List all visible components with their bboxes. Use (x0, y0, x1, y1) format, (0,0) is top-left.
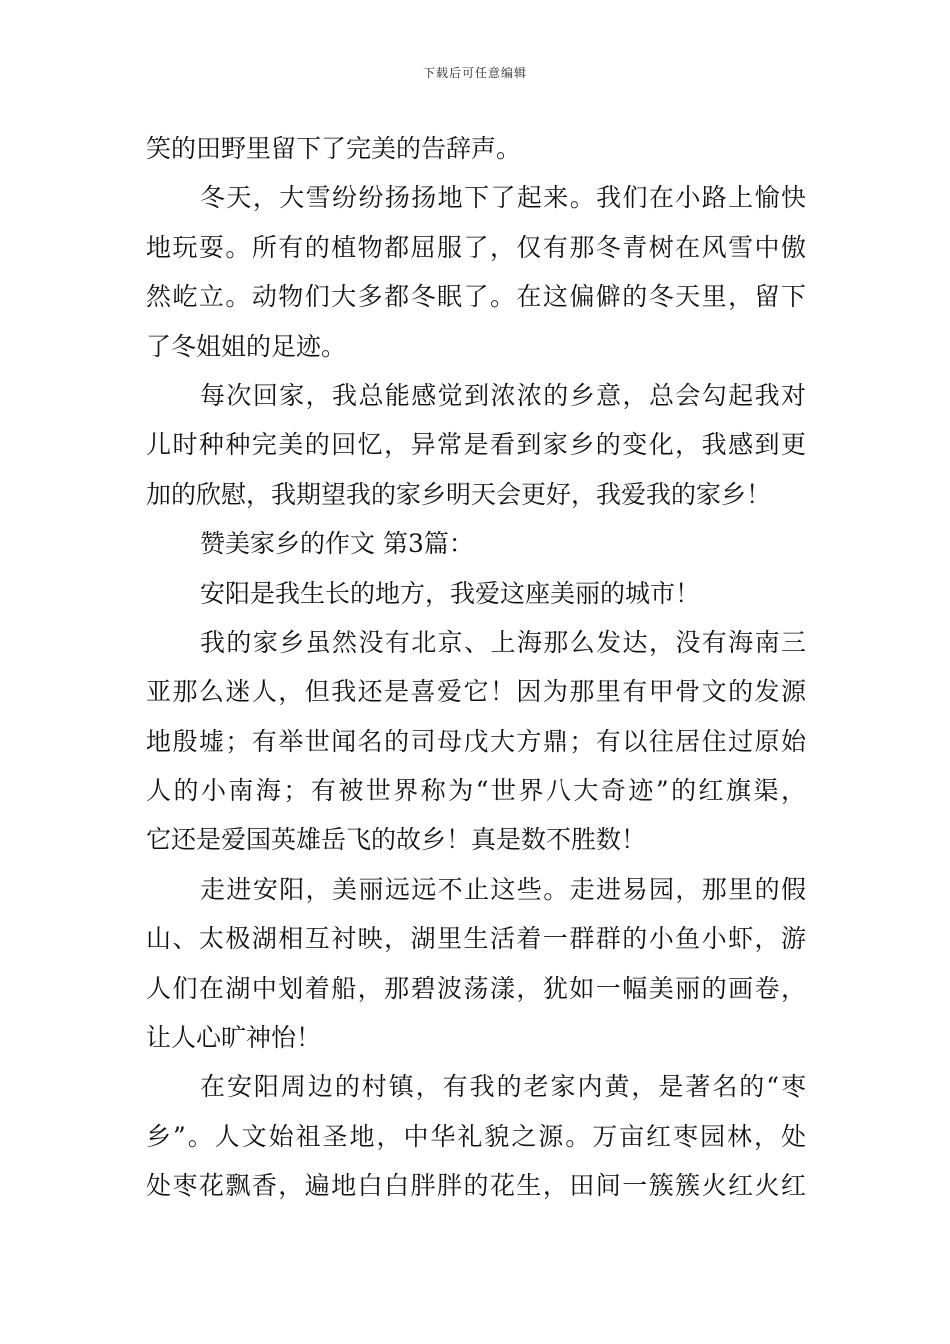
text-line: 然屹立。动物们大多都冬眠了。在这偏僻的冬天里，留下 (146, 282, 806, 312)
text-line: 山、太极湖相互衬映，湖里生活着一群群的小鱼小虾，游 (146, 924, 806, 954)
text-line: 笑的田野里留下了完美的告辞声。 (146, 134, 522, 163)
text-line: 地玩耍。所有的植物都屈服了，仅有那冬青树在风雪中傲 (146, 232, 806, 262)
text-line: 乡”。人文始祖圣地，中华礼貌之源。万亩红枣园林，处 (146, 1121, 806, 1151)
text-line: 我的家乡虽然没有北京、上海那么发达，没有海南三 (200, 627, 806, 657)
text-line: 每次回家，我总能感觉到浓浓的乡意，总会勾起我对 (200, 380, 806, 410)
text-line: 安阳是我生长的地方，我爱这座美丽的城市！ (200, 578, 701, 608)
text-line: 冬天，大雪纷纷扬扬地下了起来。我们在小路上愉快 (200, 183, 806, 213)
text-line: 让人心旷神怡！ (146, 1023, 322, 1053)
text-line: 人们在湖中划着船，那碧波荡漾，犹如一幅美丽的画卷， (146, 973, 806, 1003)
text-line: 它还是爱国英雄岳飞的故乡！真是数不胜数！ (146, 825, 647, 855)
page-header: 下载后可任意编辑 (422, 66, 527, 80)
text-line: 加的欣慰，我期望我的家乡明天会更好，我爱我的家乡！ (146, 479, 772, 509)
text-line: 人的小南海；有被世界称为“世界八大奇迹”的红旗渠， (146, 776, 806, 806)
text-line: 走进安阳，美丽远远不止这些。走进易园，那里的假 (200, 874, 806, 904)
text-line: 亚那么迷人，但我还是喜爱它！因为那里有甲骨文的发源 (146, 677, 806, 707)
text-line: 处枣花飘香，遍地白白胖胖的花生，田间一簇簇火红火红 (146, 1171, 806, 1201)
text-line: 赞美家乡的作文 第3篇： (200, 529, 474, 559)
document-body (146, 124, 806, 1211)
text-line: 地殷墟；有举世闻名的司母戊大方鼎；有以往居住过原始 (146, 726, 806, 756)
text-line: 了冬姐姐的足迹。 (146, 331, 347, 361)
text-line: 在安阳周边的村镇，有我的老家内黄，是著名的“枣 (200, 1072, 806, 1102)
text-line: 儿时种种完美的回忆，异常是看到家乡的变化，我感到更 (146, 430, 806, 460)
